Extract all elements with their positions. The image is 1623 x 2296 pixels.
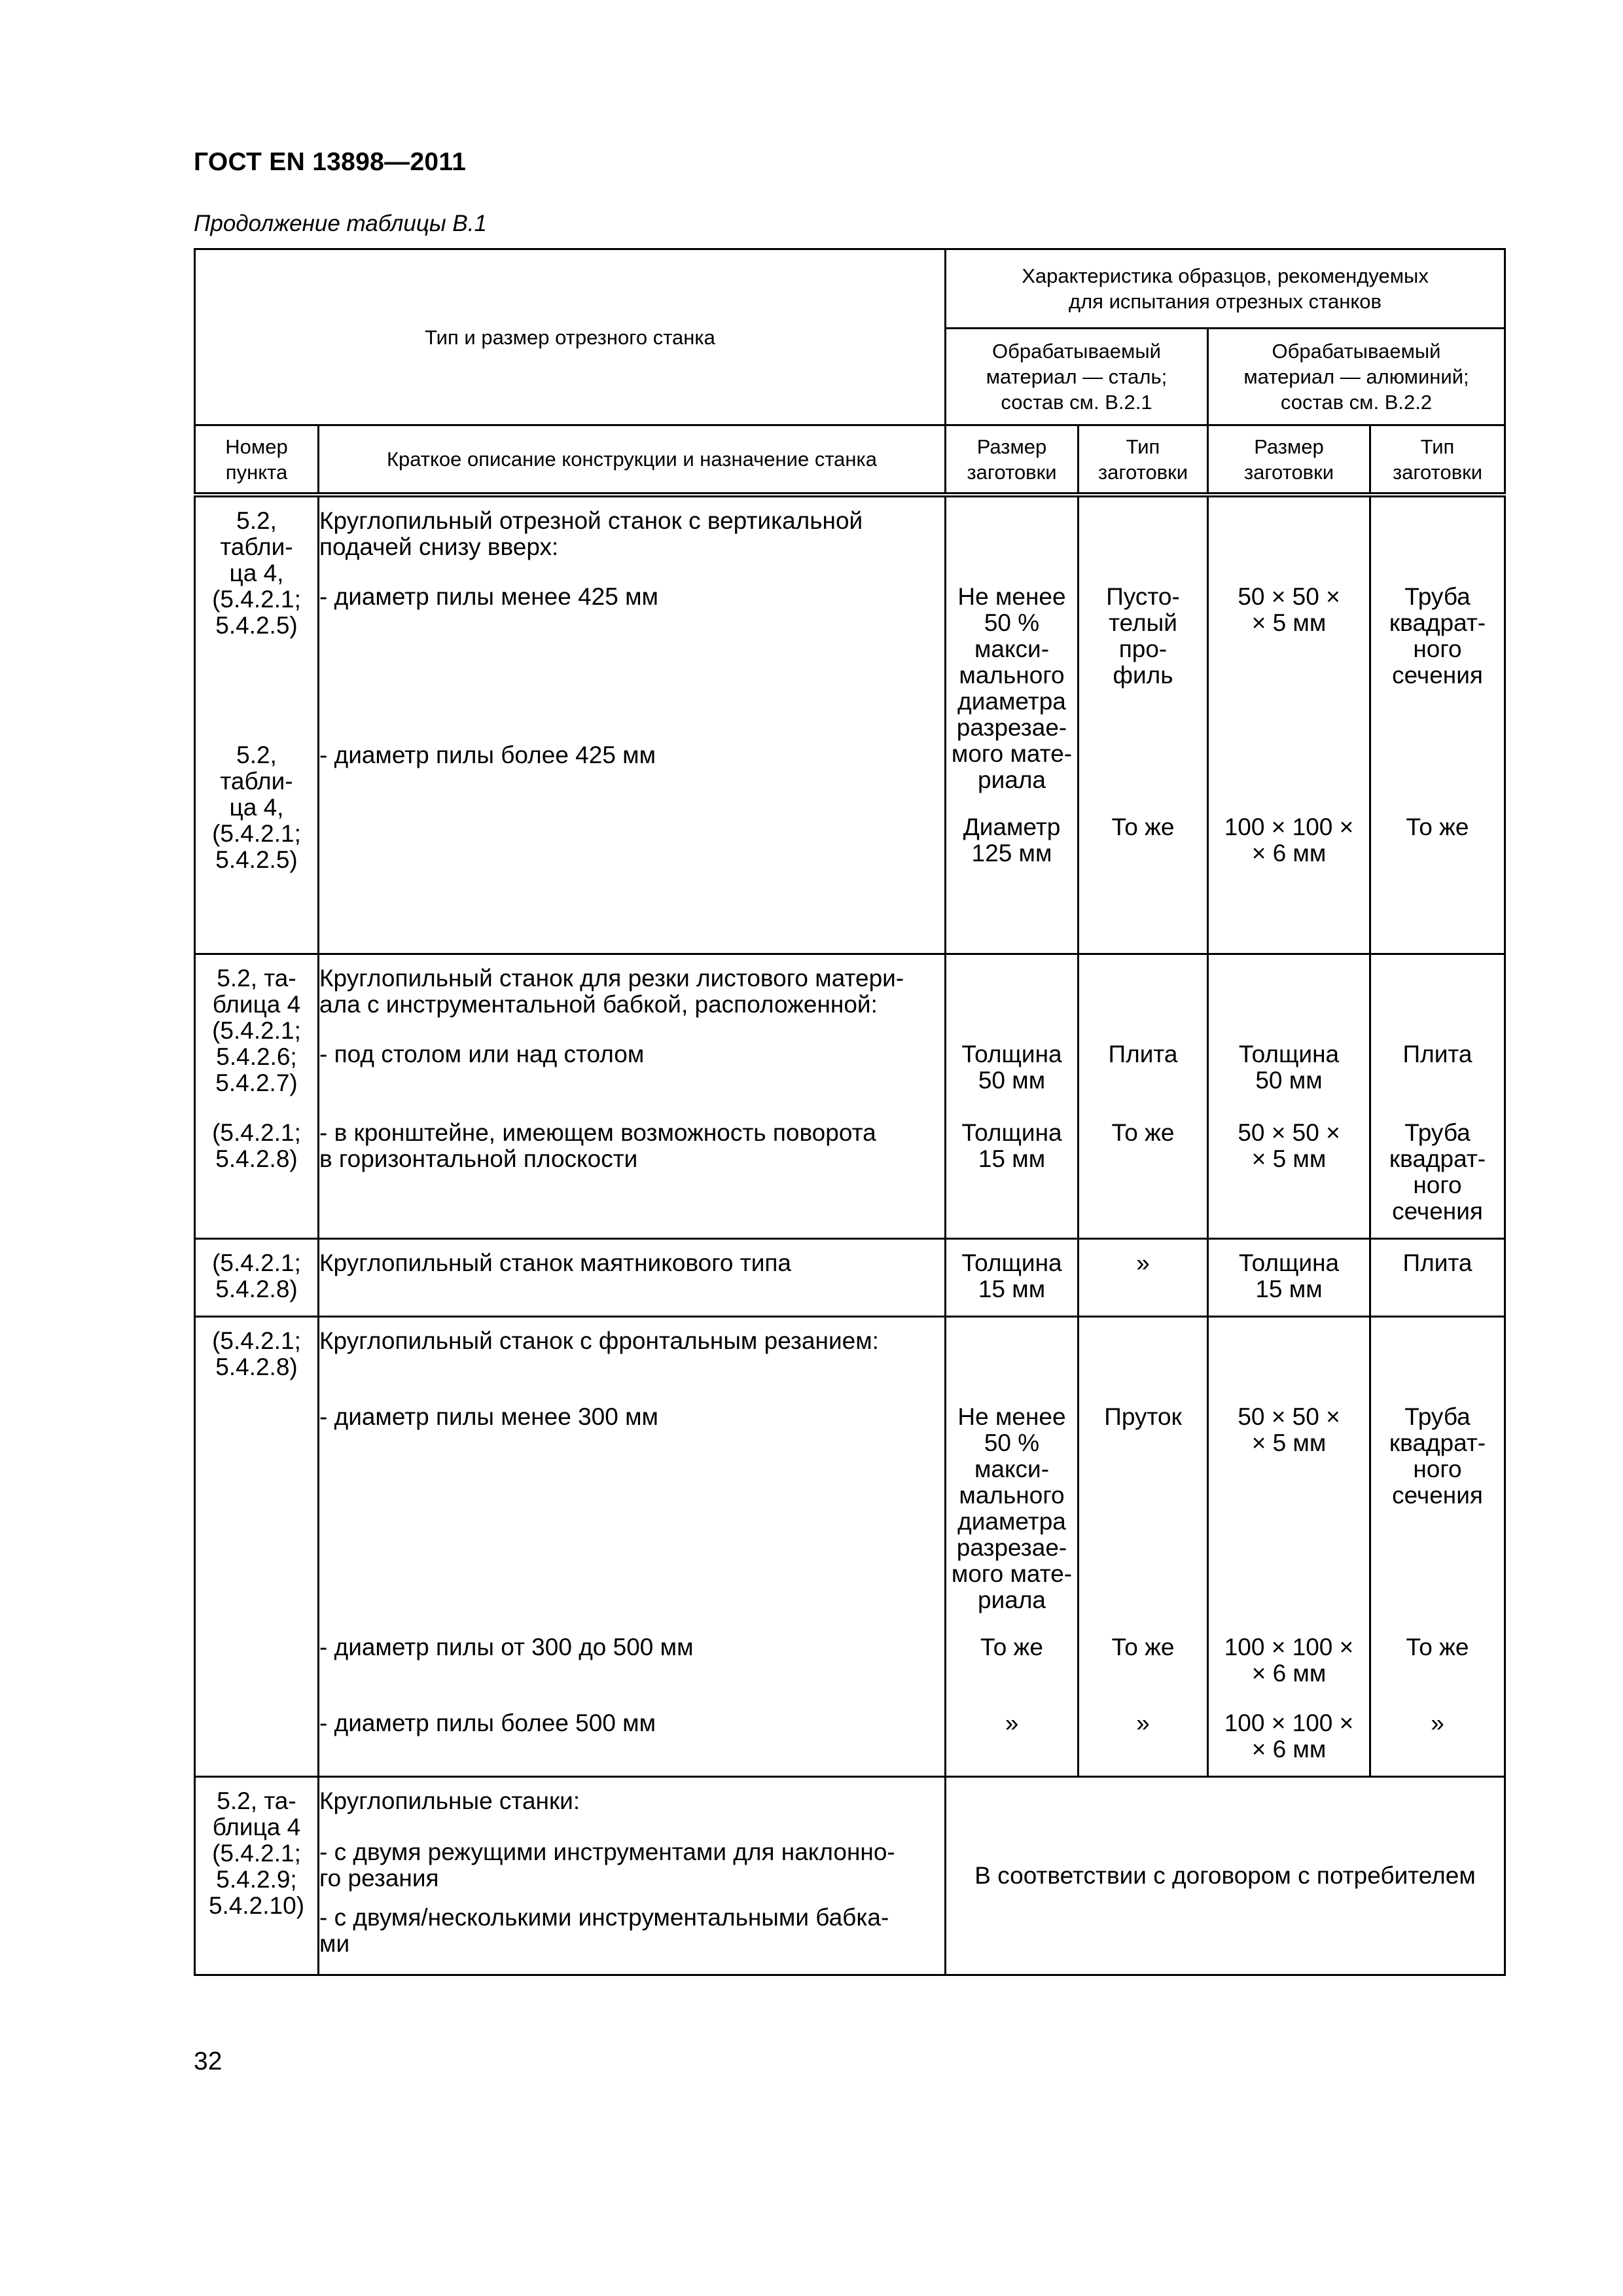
size-al-cell: Толщина 50 мм 50 × 50 × × 5 мм	[1208, 954, 1370, 1238]
type-al-cell: Труба квадрат- ного сечения То же »	[1370, 1316, 1505, 1776]
header-type-al: Тип заготовки	[1370, 425, 1505, 495]
page-number: 32	[194, 2047, 223, 2075]
type-steel-cell: Пруток То же »	[1079, 1316, 1208, 1776]
table-caption: Продолжение таблицы В.1	[194, 211, 487, 236]
table-row	[195, 1776, 1505, 1975]
specimen-table	[194, 248, 1506, 1976]
type-al-cell: Труба квадрат- ного сечения То же	[1370, 495, 1505, 954]
item-number-cell: (5.4.2.1; 5.4.2.8)	[195, 1238, 319, 1316]
header-description: Краткое описание конструкции и назначение станка	[319, 425, 946, 495]
header-type-size: Тип и размер отрезного станка	[195, 249, 946, 425]
header-aluminum: Обрабатываемый материал — алюминий; состав см. В.2.2	[1208, 329, 1505, 425]
table-row	[195, 495, 1505, 954]
item-number-cell: (5.4.2.1; 5.4.2.8)	[195, 1316, 319, 1776]
size-steel-cell: Не менее 50 % макси- мального диаметра разрезае- мого мате- риала То же »	[946, 1316, 1079, 1776]
header-characteristic: Характеристика образцов, рекомендуемых для испытания отрезных станков	[946, 249, 1505, 329]
type-al-cell: Плита Труба квадрат- ного сечения	[1370, 954, 1505, 1238]
type-steel-cell: Пусто- телый про- филь То же	[1079, 495, 1208, 954]
header-size-steel: Размер заготовки	[946, 425, 1079, 495]
description-cell: Круглопильный станок с фронтальным резанием: - диаметр пилы менее 300 мм - диаметр пилы от 300 до 500 мм - диаметр пилы более 500 мм	[319, 1316, 946, 1776]
header-steel: Обрабатываемый материал — сталь; состав см. В.2.1	[946, 329, 1208, 425]
size-steel-cell: Не менее 50 % макси- мального диаметра разрезае- мого мате- риала Диаметр 125 мм	[946, 495, 1079, 954]
table-row	[195, 954, 1505, 1238]
type-steel-cell: »	[1079, 1238, 1208, 1316]
description-cell: Круглопильные станки: - с двумя режущими инструментами для наклонно- го резания - с двумя/несколькими инструментальными бабка- ми	[319, 1776, 946, 1975]
size-al-cell: 50 × 50 × × 5 мм 100 × 100 × × 6 мм 100 × 100 × × 6 мм	[1208, 1316, 1370, 1776]
header-item-number: Номер пункта	[195, 425, 319, 495]
description-cell: Круглопильный станок маятникового типа	[319, 1238, 946, 1316]
agreement-cell: В соответствии с договором с потребителем	[946, 1776, 1505, 1975]
size-al-cell: 50 × 50 × × 5 мм 100 × 100 × × 6 мм	[1208, 495, 1370, 954]
table-row	[195, 1316, 1505, 1776]
description-cell: Круглопильный станок для резки листового матери- ала с инструментальной бабкой, расположенной: - под столом или над столом - в кронштейне, имеющем возможность поворота в горизонтальной плоскости	[319, 954, 946, 1238]
type-steel-cell: Плита То же	[1079, 954, 1208, 1238]
size-steel-cell: Толщина 15 мм	[946, 1238, 1079, 1316]
type-al-cell: Плита	[1370, 1238, 1505, 1316]
description-cell: Круглопильный отрезной станок с вертикальной подачей снизу вверх: - диаметр пилы менее 425 мм - диаметр пилы более 425 мм	[319, 495, 946, 954]
item-number-cell: 5.2, та- блица 4 (5.4.2.1; 5.4.2.6; 5.4.2.7) (5.4.2.1; 5.4.2.8)	[195, 954, 319, 1238]
table-row	[195, 1238, 1505, 1316]
header-type-steel: Тип заготовки	[1079, 425, 1208, 495]
item-number-cell: 5.2, та- блица 4 (5.4.2.1; 5.4.2.9; 5.4.2.10)	[195, 1776, 319, 1975]
header-size-al: Размер заготовки	[1208, 425, 1370, 495]
document-header: ГОСТ EN 13898—2011	[194, 148, 467, 176]
item-number-cell: 5.2, табли- ца 4, (5.4.2.1; 5.4.2.5) 5.2, табли- ца 4, (5.4.2.1; 5.4.2.5)	[195, 495, 319, 954]
size-al-cell: Толщина 15 мм	[1208, 1238, 1370, 1316]
size-steel-cell: Толщина 50 мм Толщина 15 мм	[946, 954, 1079, 1238]
